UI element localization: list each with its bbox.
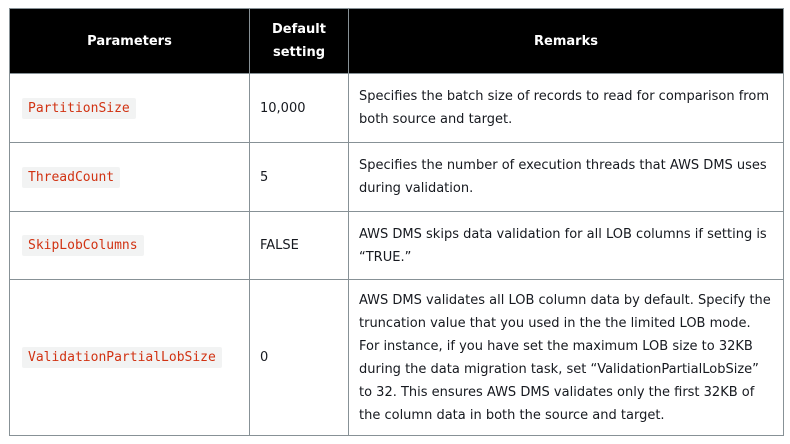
- parameter-name: PartitionSize: [22, 98, 136, 119]
- parameter-name: ThreadCount: [22, 167, 120, 188]
- parameter-cell: [10, 280, 250, 436]
- header-remarks: Remarks: [349, 9, 784, 74]
- remarks-cell: AWS DMS validates all LOB column data by default. Specify the truncation value that you used in the the limited LOB mode. For instance, if you have set the maximum LOB size to 32KB during the data migration task, set “ValidationPartialLobSize” to 32. This ensures AWS DMS validates only the first 32KB of the column data in both the source and target.: [349, 280, 784, 436]
- remarks-cell: Specifies the batch size of records to read for comparison from both source and target.: [349, 74, 784, 143]
- parameter-cell: [10, 143, 250, 212]
- default-setting-cell: 5: [250, 143, 349, 212]
- table-row: [10, 280, 784, 436]
- parameter-name: ValidationPartialLobSize: [22, 347, 222, 368]
- remarks-cell: AWS DMS skips data validation for all LOB columns if setting is “TRUE.”: [349, 212, 784, 280]
- parameter-cell: [10, 74, 250, 143]
- parameter-name: SkipLobColumns: [22, 235, 144, 256]
- header-default-setting: Default setting: [250, 9, 349, 74]
- table-header-row: [10, 9, 784, 74]
- table-row: [10, 143, 784, 212]
- remarks-cell: Specifies the number of execution threads that AWS DMS uses during validation.: [349, 143, 784, 212]
- default-setting-cell: 10,000: [250, 74, 349, 143]
- table-row: [10, 74, 784, 143]
- default-setting-cell: FALSE: [250, 212, 349, 280]
- table-row: [10, 212, 784, 280]
- default-setting-cell: 0: [250, 280, 349, 436]
- settings-table-container: [9, 8, 784, 436]
- header-parameters: Parameters: [10, 9, 250, 74]
- parameter-cell: [10, 212, 250, 280]
- validation-settings-table: [9, 8, 784, 436]
